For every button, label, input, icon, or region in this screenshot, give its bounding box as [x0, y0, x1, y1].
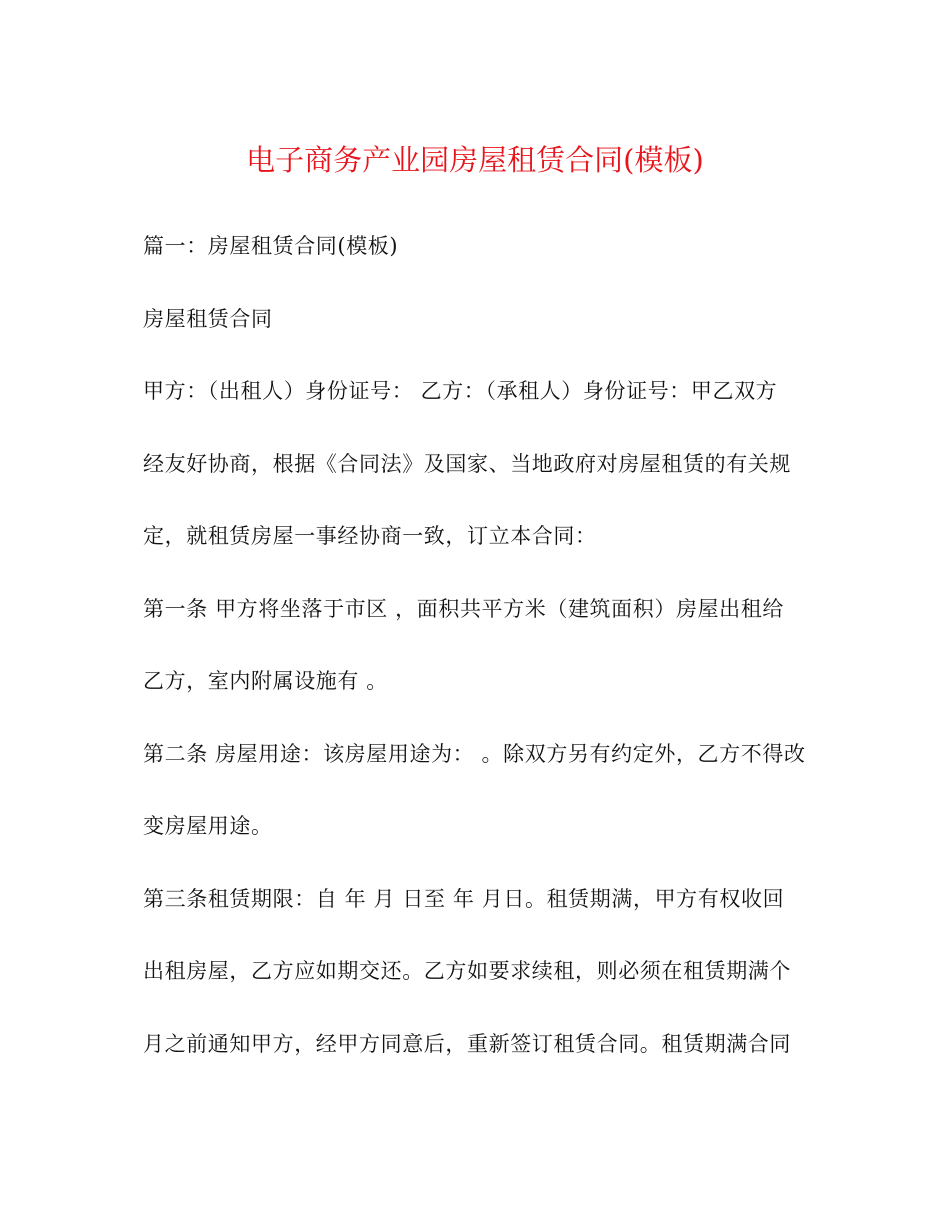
body-line: 月之前通知甲方，经甲方同意后，重新签订租赁合同。租赁期满合同 [143, 1032, 791, 1056]
body-line: 变房屋用途。 [143, 814, 273, 838]
body-line: 第二条 房屋用途：该房屋用途为： 。除双方另有约定外，乙方不得改 [143, 742, 806, 766]
contract-subtitle: 房屋租赁合同 [143, 307, 273, 331]
section-heading: 篇一：房屋租赁合同(模板) [143, 234, 399, 258]
body-line: 出租房屋，乙方应如期交还。乙方如要求续租，则必须在租赁期满个 [143, 959, 791, 983]
body-line: 第三条租赁期限：自 年 月 日至 年 月日。租赁期满，甲方有权收回 [143, 887, 785, 911]
body-line: 乙方，室内附属设施有 。 [143, 669, 388, 693]
body-line: 第一条 甲方将坐落于市区 ，面积共平方米（建筑面积）房屋出租给 [143, 597, 784, 621]
body-line: 定，就租赁房屋一事经协商一致，订立本合同： [143, 524, 597, 548]
document-title: 电子商务产业园房屋租赁合同(模板) [246, 143, 704, 177]
body-line: 甲方：（出租人）身份证号： 乙方：（承租人）身份证号：甲乙双方 [143, 379, 778, 403]
body-line: 经友好协商，根据《合同法》及国家、当地政府对房屋租赁的有关规 [143, 452, 791, 476]
